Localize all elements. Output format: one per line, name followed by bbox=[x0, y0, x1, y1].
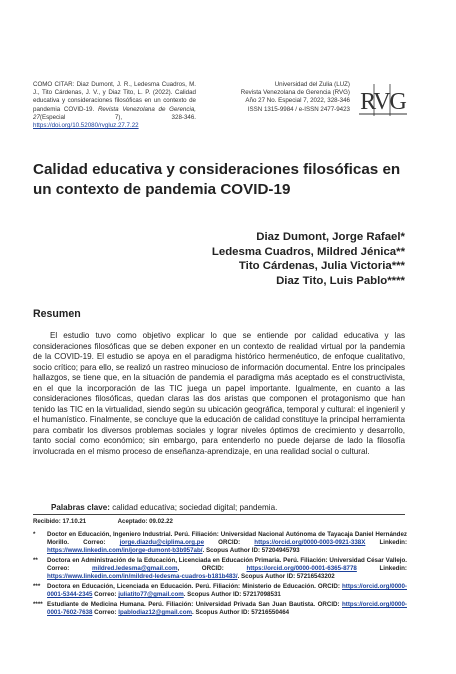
footnote-sep: Correo: bbox=[92, 609, 119, 617]
citation-rest: (Especial 7), 328-346. bbox=[39, 113, 196, 121]
citation-text: COMO CITAR: Diaz Dumont, J. R., Ledesma Cuadros, M. J., Tito Cárdenas, J. V., y Diaz Tito, L. P. (2022). Calidad educativa y consideraciones filosóficas en un contexto de pandemia COVID-19. bbox=[33, 81, 196, 113]
keywords-label: Palabras clave: bbox=[51, 503, 110, 512]
author-2: Ledesma Cuadros, Mildred Jénica** bbox=[211, 245, 405, 258]
footnote-text: Doctora en Administración de la Educación, Licenciada en Educación Primaria. Perú. Filiación: Universidad César Vallejo. Correo: bbox=[47, 557, 407, 573]
email-link[interactable]: lpablodiaz12@gmail.com bbox=[118, 609, 192, 617]
footnote-divider bbox=[33, 514, 405, 515]
footnote-tail: . Scopus Author ID: 57216543202 bbox=[237, 573, 335, 581]
footnote-text: Estudiante de Medicina Humana. Perú. Filiación: Universidad Privada San Juan Bautista. ORCID: bbox=[47, 601, 343, 609]
orcid-link[interactable]: https://orcid.org/0000-0003-0921-338X bbox=[254, 539, 366, 547]
abstract-heading: Resumen bbox=[33, 308, 81, 320]
linkedin-link[interactable]: https://www.linkedin.com/in/mildred-ledesma-cuadros-b181b483/ bbox=[47, 573, 238, 581]
keywords-value: calidad educativa; sociedad digital; pandemia. bbox=[109, 503, 278, 512]
dates bbox=[33, 518, 203, 525]
footnote-mark: * bbox=[33, 531, 36, 538]
article-title: Calidad educativa y consideraciones filosóficas en un contexto de pandemia COVID-19 bbox=[33, 161, 401, 198]
citation-block bbox=[33, 81, 196, 130]
footnote-sep: Linkedin: bbox=[365, 539, 408, 547]
footnote-sep: ORCID: bbox=[204, 539, 255, 547]
author-4: Diaz Tito, Luis Pablo**** bbox=[276, 274, 405, 287]
footnote-text: Doctora en Educación, Licenciada en Educación. Perú. Filiación: Ministerio de Educación. ORCID: bbox=[47, 583, 343, 591]
journal-university: Universidad del Zulia (LUZ) bbox=[274, 81, 350, 88]
footnote-2 bbox=[33, 557, 407, 581]
footnote-mark: ** bbox=[33, 557, 38, 565]
orcid-link[interactable]: https://orcid.org/0000-0001-6365-8778 bbox=[246, 565, 357, 573]
keywords bbox=[51, 503, 277, 512]
received-date: Recibido: 17.10.21 bbox=[33, 518, 87, 525]
logo-text: RVG bbox=[360, 89, 406, 115]
footnote-sep: Correo: bbox=[92, 591, 119, 599]
footnote-sep: , ORCID: bbox=[177, 565, 247, 573]
footnote-1 bbox=[33, 531, 407, 555]
orcid-link[interactable]: https://orcid.org/0000-0001-7602-7638 bbox=[47, 601, 407, 617]
footnote-mark: *** bbox=[33, 583, 41, 591]
email-link[interactable]: jorge.diazdu@ciplima.org.pe bbox=[119, 539, 205, 547]
rvg-logo bbox=[358, 80, 408, 118]
footnote-tail: . Scopus Author ID: 57216550464 bbox=[192, 609, 290, 617]
journal-issue: Año 27 No. Especial 7, 2022, 328-346 bbox=[245, 97, 350, 105]
email-link[interactable]: mildred.ledesma@gmail.com bbox=[91, 565, 178, 573]
journal-info bbox=[218, 81, 350, 114]
citation-journal: Revista Venezolana de Gerencia, 27 bbox=[33, 105, 197, 121]
footnotes bbox=[33, 531, 407, 619]
linkedin-link[interactable]: https://www.linkedin.com/in/jorge-dumont-b3b957ab/ bbox=[47, 547, 203, 555]
author-3: Tito Cárdenas, Julia Victoria*** bbox=[238, 260, 405, 273]
abstract-text: El estudio tuvo como objetivo explicar lo que se entiende por calidad educativa y las consideraciones filosóficas que se deben exponer en un contexto de realidad virtual por la pandemia de la COVID-19. El estudio se apoya en el paradigma histórico hermenéutico, de enfoque cualitativo, socio crítico; para ello, se realizó un rastreo minucioso de información documental. Entre los principales hallazgos, se tiene que, en la situación de pandemia el paradigma más aceptado es el constructivista, en el que la incorporación de las TIC juega un papel importante. Igualmente, en cuanto a las consideraciones filosóficas, quedan claras las dos aristas que componen el protagonismo que han tenido las TIC en la virtualidad, siendo según su ubicación geográfica, temporal y cultural: el ingenieril y el humanístico. Finalmente, se concluye que la educación de calidad constituye la principal herramienta para combatir los diversos problemas sociales y lograr niveles óptimos de crecimiento y desarrollo, tanto social como económico; sin embargo, para entenderlo no puede dejarse de lado la filosofía involucrada en el mismo proceso de enseñanza-aprendizaje, en una realidad social o cultural. bbox=[33, 331, 405, 457]
journal-name: Revista Venezolana de Gerencia (RVG) bbox=[240, 89, 350, 97]
orcid-link[interactable]: https://orcid.org/0000-0001-5344-2345 bbox=[47, 583, 407, 599]
footnote-tail: . Scopus Author ID: 57204945793 bbox=[202, 547, 300, 555]
journal-issn: ISSN 1315-9984 / e-ISSN 2477-9423 bbox=[247, 105, 350, 113]
author-list bbox=[212, 230, 405, 288]
author-1: Diaz Dumont, Jorge Rafael* bbox=[256, 231, 405, 243]
footnote-text: Doctor en Educación, Ingeniero Industrial. Perú. Filiación: Universidad Nacional Autónoma de Tayacaja Daniel Hernández Morillo. Correo: bbox=[47, 531, 407, 547]
email-link[interactable]: juliatito77@gmail.com bbox=[118, 591, 184, 599]
footnote-tail: . Scopus Author ID: 57217098531 bbox=[183, 591, 281, 599]
footnote-3 bbox=[33, 583, 407, 599]
footnote-mark: **** bbox=[33, 601, 43, 609]
accepted-date: Aceptado: 09.02.22 bbox=[117, 518, 173, 525]
footnote-4 bbox=[33, 601, 407, 617]
doi-link[interactable]: https://doi.org/10.52080/rvgluz.27.7.22 bbox=[33, 122, 139, 130]
footnote-sep: Linkedin: bbox=[356, 565, 407, 573]
